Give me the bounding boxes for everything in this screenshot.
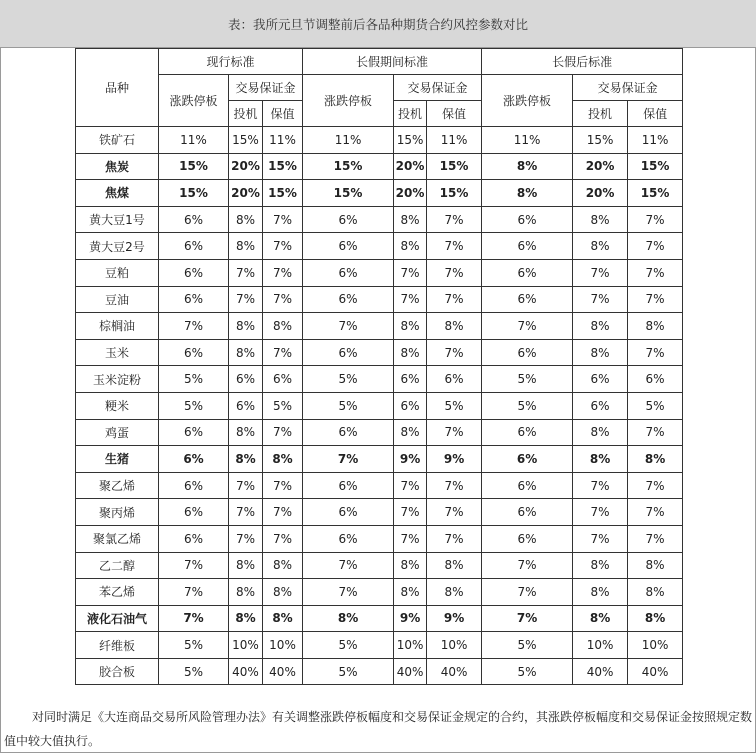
value-cell: 15% [628, 180, 683, 207]
value-cell: 11% [628, 127, 683, 154]
table-row [76, 127, 683, 154]
value-cell: 20% [573, 180, 628, 207]
value-cell: 6% [427, 366, 482, 393]
value-cell: 6% [159, 472, 229, 499]
value-cell: 8% [263, 605, 303, 632]
value-cell: 8% [628, 446, 683, 473]
table-row [76, 259, 683, 286]
value-cell: 7% [263, 525, 303, 552]
value-cell: 5% [159, 658, 229, 685]
value-cell: 7% [628, 499, 683, 526]
value-cell: 11% [303, 127, 394, 154]
value-cell: 5% [159, 632, 229, 659]
value-cell: 7% [159, 552, 229, 579]
value-cell: 9% [427, 446, 482, 473]
value-cell: 8% [427, 313, 482, 340]
value-cell: 7% [263, 259, 303, 286]
value-cell: 8% [229, 206, 263, 233]
table-row [76, 313, 683, 340]
value-cell: 7% [482, 605, 573, 632]
value-cell: 8% [573, 552, 628, 579]
product-name-cell: 焦炭 [76, 153, 159, 180]
value-cell: 7% [229, 259, 263, 286]
value-cell: 6% [159, 339, 229, 366]
value-cell: 7% [159, 313, 229, 340]
product-name-cell: 鸡蛋 [76, 419, 159, 446]
value-cell: 8% [303, 605, 394, 632]
header-limit: 涨跌停板 [482, 75, 573, 127]
value-cell: 6% [482, 499, 573, 526]
value-cell: 15% [628, 153, 683, 180]
value-cell: 10% [229, 632, 263, 659]
table-row [76, 392, 683, 419]
value-cell: 6% [303, 286, 394, 313]
value-cell: 15% [159, 153, 229, 180]
value-cell: 7% [394, 259, 427, 286]
value-cell: 8% [573, 206, 628, 233]
value-cell: 5% [303, 366, 394, 393]
table-row [76, 180, 683, 207]
value-cell: 8% [229, 579, 263, 606]
value-cell: 8% [573, 339, 628, 366]
value-cell: 6% [159, 419, 229, 446]
header-group-current: 现行标准 [159, 49, 303, 75]
value-cell: 8% [573, 419, 628, 446]
value-cell: 8% [263, 579, 303, 606]
value-cell: 20% [394, 180, 427, 207]
value-cell: 7% [229, 499, 263, 526]
value-cell: 6% [303, 206, 394, 233]
value-cell: 6% [482, 339, 573, 366]
value-cell: 7% [628, 419, 683, 446]
value-cell: 7% [303, 552, 394, 579]
value-cell: 6% [303, 472, 394, 499]
value-cell: 6% [573, 366, 628, 393]
value-cell: 7% [303, 579, 394, 606]
value-cell: 8% [229, 552, 263, 579]
value-cell: 6% [303, 339, 394, 366]
value-cell: 8% [628, 552, 683, 579]
value-cell: 6% [482, 233, 573, 260]
product-name-cell: 聚乙烯 [76, 472, 159, 499]
value-cell: 15% [573, 127, 628, 154]
product-name-cell: 生猪 [76, 446, 159, 473]
value-cell: 7% [394, 499, 427, 526]
value-cell: 8% [573, 313, 628, 340]
value-cell: 6% [303, 259, 394, 286]
table-row [76, 286, 683, 313]
risk-parameter-table [75, 48, 683, 685]
value-cell: 6% [303, 419, 394, 446]
value-cell: 6% [482, 419, 573, 446]
value-cell: 6% [303, 233, 394, 260]
value-cell: 8% [573, 579, 628, 606]
value-cell: 7% [628, 286, 683, 313]
table-row [76, 472, 683, 499]
header-group-after: 长假后标准 [482, 49, 683, 75]
value-cell: 20% [229, 153, 263, 180]
value-cell: 15% [303, 153, 394, 180]
value-cell: 15% [263, 153, 303, 180]
header-row-groups [76, 49, 683, 75]
value-cell: 7% [159, 605, 229, 632]
value-cell: 7% [573, 286, 628, 313]
product-name-cell: 玉米淀粉 [76, 366, 159, 393]
value-cell: 7% [628, 259, 683, 286]
value-cell: 7% [628, 206, 683, 233]
header-limit: 涨跌停板 [303, 75, 394, 127]
product-name-cell: 棕榈油 [76, 313, 159, 340]
value-cell: 6% [159, 525, 229, 552]
value-cell: 6% [159, 206, 229, 233]
table-row [76, 525, 683, 552]
table-row [76, 419, 683, 446]
product-name-cell: 苯乙烯 [76, 579, 159, 606]
header-hedge: 保值 [628, 101, 683, 127]
value-cell: 7% [427, 233, 482, 260]
value-cell: 6% [482, 259, 573, 286]
header-spec: 投机 [229, 101, 263, 127]
value-cell: 5% [159, 366, 229, 393]
value-cell: 20% [573, 153, 628, 180]
value-cell: 7% [573, 259, 628, 286]
value-cell: 6% [482, 446, 573, 473]
header-limit: 涨跌停板 [159, 75, 229, 127]
header-margin: 交易保证金 [229, 75, 303, 101]
value-cell: 7% [427, 259, 482, 286]
value-cell: 6% [394, 392, 427, 419]
table-title: 表：我所元旦节调整前后各品种期货合约风控参数对比 [227, 16, 528, 32]
value-cell: 40% [573, 658, 628, 685]
value-cell: 10% [263, 632, 303, 659]
value-cell: 7% [427, 499, 482, 526]
value-cell: 40% [427, 658, 482, 685]
product-name-cell: 焦煤 [76, 180, 159, 207]
value-cell: 15% [159, 180, 229, 207]
value-cell: 8% [628, 313, 683, 340]
value-cell: 15% [427, 153, 482, 180]
value-cell: 5% [482, 366, 573, 393]
value-cell: 8% [229, 446, 263, 473]
value-cell: 9% [394, 605, 427, 632]
value-cell: 15% [303, 180, 394, 207]
value-cell: 7% [394, 286, 427, 313]
value-cell: 11% [482, 127, 573, 154]
value-cell: 20% [394, 153, 427, 180]
value-cell: 8% [394, 419, 427, 446]
table-row [76, 605, 683, 632]
value-cell: 8% [573, 605, 628, 632]
value-cell: 6% [573, 392, 628, 419]
value-cell: 7% [628, 525, 683, 552]
value-cell: 8% [482, 180, 573, 207]
value-cell: 7% [394, 525, 427, 552]
header-group-holiday: 长假期间标准 [303, 49, 482, 75]
value-cell: 5% [427, 392, 482, 419]
value-cell: 40% [628, 658, 683, 685]
value-cell: 8% [427, 579, 482, 606]
value-cell: 6% [229, 366, 263, 393]
value-cell: 8% [263, 552, 303, 579]
value-cell: 8% [229, 313, 263, 340]
value-cell: 7% [427, 525, 482, 552]
product-name-cell: 豆粕 [76, 259, 159, 286]
value-cell: 7% [159, 579, 229, 606]
product-name-cell: 粳米 [76, 392, 159, 419]
table-row [76, 658, 683, 685]
value-cell: 7% [263, 339, 303, 366]
value-cell: 5% [159, 392, 229, 419]
value-cell: 8% [394, 339, 427, 366]
value-cell: 10% [628, 632, 683, 659]
value-cell: 6% [394, 366, 427, 393]
product-name-cell: 黄大豆2号 [76, 233, 159, 260]
value-cell: 5% [482, 632, 573, 659]
value-cell: 6% [159, 259, 229, 286]
value-cell: 8% [482, 153, 573, 180]
value-cell: 8% [229, 419, 263, 446]
value-cell: 11% [159, 127, 229, 154]
value-cell: 40% [229, 658, 263, 685]
product-name-cell: 聚氯乙烯 [76, 525, 159, 552]
value-cell: 8% [394, 233, 427, 260]
value-cell: 6% [303, 525, 394, 552]
product-name-cell: 豆油 [76, 286, 159, 313]
value-cell: 7% [573, 525, 628, 552]
table-row [76, 206, 683, 233]
value-cell: 7% [229, 472, 263, 499]
value-cell: 6% [159, 446, 229, 473]
value-cell: 5% [263, 392, 303, 419]
value-cell: 7% [263, 499, 303, 526]
value-cell: 9% [394, 446, 427, 473]
table-row [76, 366, 683, 393]
value-cell: 7% [427, 419, 482, 446]
value-cell: 8% [229, 605, 263, 632]
product-name-cell: 黄大豆1号 [76, 206, 159, 233]
value-cell: 7% [303, 446, 394, 473]
value-cell: 15% [229, 127, 263, 154]
value-cell: 7% [628, 339, 683, 366]
table-row [76, 233, 683, 260]
product-name-cell: 纤维板 [76, 632, 159, 659]
value-cell: 5% [303, 658, 394, 685]
value-cell: 8% [394, 313, 427, 340]
value-cell: 6% [628, 366, 683, 393]
header-spec: 投机 [573, 101, 628, 127]
value-cell: 7% [263, 206, 303, 233]
value-cell: 7% [263, 233, 303, 260]
value-cell: 15% [263, 180, 303, 207]
value-cell: 8% [573, 233, 628, 260]
value-cell: 7% [573, 499, 628, 526]
value-cell: 11% [263, 127, 303, 154]
value-cell: 6% [263, 366, 303, 393]
table-row [76, 499, 683, 526]
value-cell: 8% [263, 446, 303, 473]
value-cell: 15% [427, 180, 482, 207]
value-cell: 7% [427, 206, 482, 233]
header-margin: 交易保证金 [573, 75, 683, 101]
value-cell: 7% [427, 286, 482, 313]
value-cell: 7% [303, 313, 394, 340]
value-cell: 7% [263, 472, 303, 499]
value-cell: 7% [427, 339, 482, 366]
table-row [76, 552, 683, 579]
value-cell: 7% [573, 472, 628, 499]
value-cell: 8% [229, 339, 263, 366]
value-cell: 7% [482, 552, 573, 579]
value-cell: 7% [628, 233, 683, 260]
value-cell: 6% [159, 286, 229, 313]
value-cell: 7% [482, 579, 573, 606]
value-cell: 8% [628, 579, 683, 606]
value-cell: 6% [482, 286, 573, 313]
value-cell: 8% [394, 206, 427, 233]
value-cell: 6% [229, 392, 263, 419]
value-cell: 6% [303, 499, 394, 526]
table-title-bar [0, 0, 756, 48]
value-cell: 7% [628, 472, 683, 499]
value-cell: 6% [482, 472, 573, 499]
value-cell: 8% [427, 552, 482, 579]
value-cell: 6% [482, 206, 573, 233]
value-cell: 8% [573, 446, 628, 473]
value-cell: 10% [427, 632, 482, 659]
value-cell: 7% [229, 286, 263, 313]
value-cell: 8% [263, 313, 303, 340]
table-row [76, 153, 683, 180]
value-cell: 9% [427, 605, 482, 632]
value-cell: 10% [573, 632, 628, 659]
table-row [76, 446, 683, 473]
value-cell: 8% [394, 552, 427, 579]
value-cell: 20% [229, 180, 263, 207]
header-margin: 交易保证金 [394, 75, 482, 101]
product-name-cell: 乙二醇 [76, 552, 159, 579]
table-body [76, 127, 683, 685]
value-cell: 7% [427, 472, 482, 499]
value-cell: 5% [628, 392, 683, 419]
value-cell: 11% [427, 127, 482, 154]
value-cell: 6% [159, 499, 229, 526]
value-cell: 5% [482, 392, 573, 419]
value-cell: 7% [394, 472, 427, 499]
value-cell: 5% [482, 658, 573, 685]
table-row [76, 579, 683, 606]
value-cell: 8% [229, 233, 263, 260]
value-cell: 6% [159, 233, 229, 260]
header-hedge: 保值 [427, 101, 482, 127]
value-cell: 15% [394, 127, 427, 154]
value-cell: 40% [394, 658, 427, 685]
table-row [76, 632, 683, 659]
footnote: 对同时满足《大连商品交易所风险管理办法》有关调整涨跌停板幅度和交易保证金规定的合约，其涨跌停板幅度和交易保证金按照规定数值中较大值执行。 [4, 710, 753, 748]
table-row [76, 339, 683, 366]
value-cell: 5% [303, 632, 394, 659]
value-cell: 8% [628, 605, 683, 632]
product-name-cell: 玉米 [76, 339, 159, 366]
value-cell: 6% [482, 525, 573, 552]
header-hedge: 保值 [263, 101, 303, 127]
value-cell: 7% [229, 525, 263, 552]
value-cell: 40% [263, 658, 303, 685]
value-cell: 10% [394, 632, 427, 659]
product-name-cell: 聚丙烯 [76, 499, 159, 526]
header-row-types [76, 75, 683, 101]
value-cell: 7% [263, 286, 303, 313]
value-cell: 8% [394, 579, 427, 606]
header-product: 品种 [76, 49, 159, 127]
product-name-cell: 胶合板 [76, 658, 159, 685]
product-name-cell: 液化石油气 [76, 605, 159, 632]
value-cell: 5% [303, 392, 394, 419]
header-spec: 投机 [394, 101, 427, 127]
value-cell: 7% [263, 419, 303, 446]
value-cell: 7% [482, 313, 573, 340]
product-name-cell: 铁矿石 [76, 127, 159, 154]
